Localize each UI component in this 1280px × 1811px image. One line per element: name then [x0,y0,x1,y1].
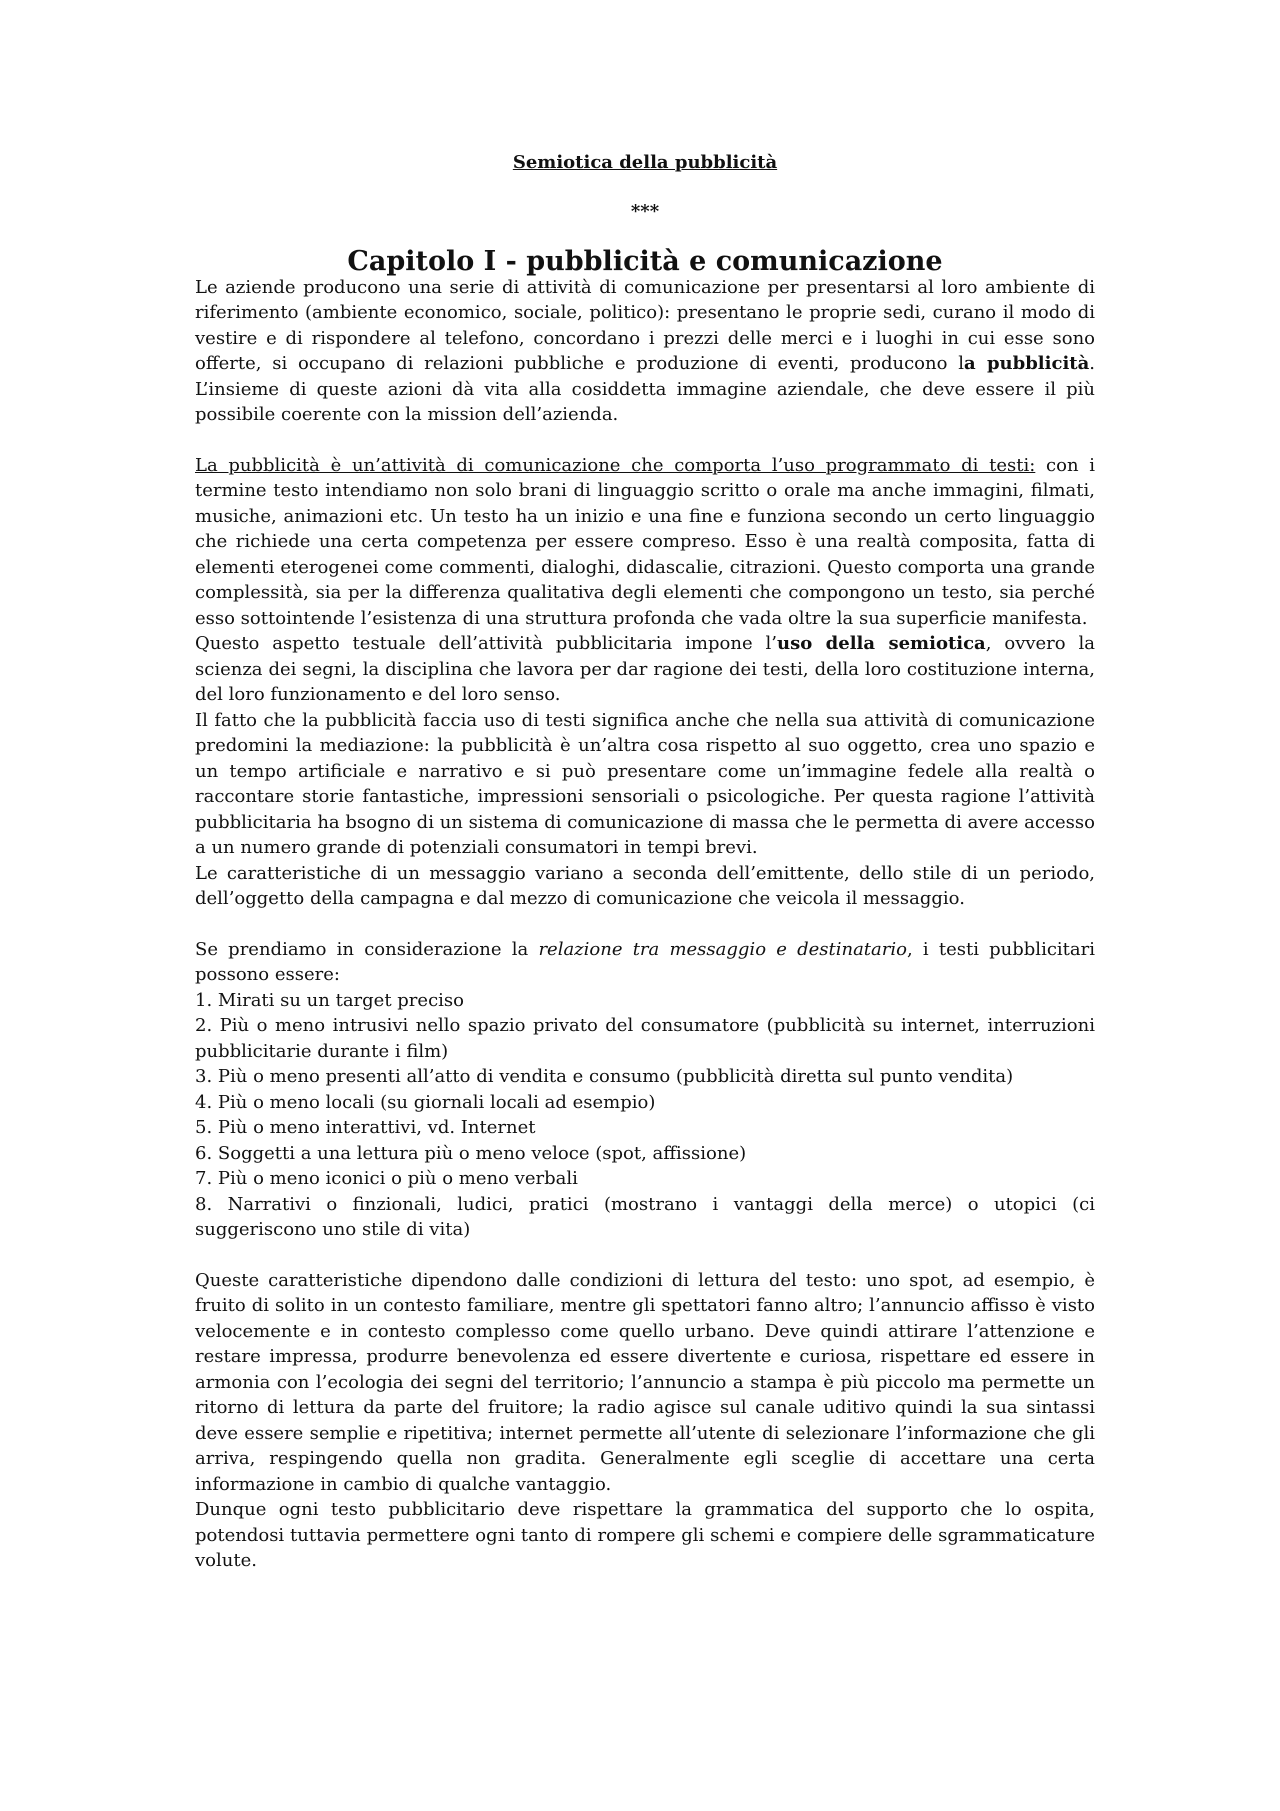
list-item: 8. Narrativi o finzionali, ludici, pratici (mostrano i vantaggi della merce) o utopici (ci suggeriscono uno stile di vita) [195,1193,1095,1240]
paragraph-gap [195,1243,1095,1268]
list-item: 2. Più o meno intrusivi nello spazio privato del consumatore (pubblicità su internet, interruzioni pubblicitarie durante i film) [195,1015,1095,1062]
paragraph-gap [195,428,1095,453]
underlined-text: La pubblicità è un’attività di comunicazione che comporta l’uso programmato di testi: [195,454,1036,476]
list-item: 5. Più o meno interattivi, vd. Internet [195,1117,536,1138]
paragraph-gap [195,912,1095,937]
paragraph-text: con i termine testo intendiamo non solo brani di linguaggio scritto o orale ma anche immagini, filmati, musiche, animazioni etc. Un testo ha un inizio e una fine e funziona secondo un certo linguaggio che richiede una certa competenza per essere compreso. Esso è una realtà composita, fatta di elementi eterogenei come commenti, dialoghi, didascalie, citrazioni. Questo comporta una grande complessità, sia per la differenza qualitativa degli elementi che compongono un testo, sia perché esso sottointende l’esistenza di una struttura profonda che vada oltre la sua superficie manifesta. [195,454,1095,629]
list-item: 4. Più o meno locali (su giornali locali ad esempio) [195,1091,656,1113]
bold-text: a pubblicità [963,353,1090,374]
feature-list [195,988,1095,1243]
paragraph-text: Questo aspetto testuale dell’attività pubblicitaria impone l’ [195,633,777,654]
paragraph-message-features: Le caratteristiche di un messaggio variano a seconda dell’emittente, dello stile di un periodo, dell’oggetto della campagna e dal mezzo di comunicazione che veicola il messaggio. [195,862,1095,909]
paragraph-text: , i testi pubblicitari possono essere: [195,938,1095,985]
list-item: 7. Più o meno iconici o più o meno verbali [195,1168,578,1189]
paragraph-mediation: Il fatto che la pubblicità faccia uso di testi significa anche che nella sua attività di comunicazione predomini la mediazione: la pubblicità è un’altra cosa rispetto al suo oggetto, crea uno spazio e un tempo artificiale e narrativo e si può presentare come un’immagine fedele alla realtà o raccontare storie fantastiche, impressioni sensoriali o psicologiche. Per questa ragione l’attività pubblicitaria ha bsogno di un sistema di comunicazione di massa che le permetta di avere accesso a un numero grande di potenziali consumatori in tempi brevi. [195,709,1095,858]
list-item: 6. Soggetti a una lettura più o meno veloce (spot, affissione) [195,1142,747,1164]
document-title: Semiotica della pubblicità [512,152,778,173]
paragraph-relation [195,937,1095,988]
paragraph-reading-conditions: Queste caratteristiche dipendono dalle condizioni di lettura del testo: uno spot, ad esempio, è fruito di solito in un contesto familiare, mentre gli spettatori fanno altro; l’annuncio affisso è visto velocemente e in contesto complesso come quello urbano. Deve quindi attirare l’attenzione e restare impressa, produrre benevolenza ed essere divertente e curiosa, rispettare ed essere in armonia con l’ecologia dei segni del territorio; l’annuncio a stampa è più piccolo ma permette un ritorno di lettura da parte del fruitore; la radio agisce sul canale uditivo quindi la sua sintassi deve essere semplie e ripetitiva; internet permette all’utente di selezionare l’informazione che gli arriva, respingendo quella non gradita. Generalmente egli sceglie di accettare una certa informazione in cambio di qualche vantaggio. [195,1269,1095,1495]
chapter-title: Capitolo I - pubblicità e comunicazione [347,246,943,277]
list-item: 3. Più o meno presenti all’atto di vendita e consumo (pubblicità diretta sul punto vendita) [195,1066,1014,1087]
bold-text: uso della semiotica [776,633,986,654]
italic-text: relazione tra messaggio e destinatario [538,938,907,960]
paragraph-definition [195,453,1095,632]
section-separator: *** [630,200,660,222]
paragraph-text: Se prendiamo in considerazione la [195,938,539,960]
paragraph-text: , ovvero la scienza dei segni, la disciplina che lavora per dar ragione dei testi, della loro costituzione interna, del loro funzionamento e del loro senso. [195,633,1096,705]
paragraph-text: Le aziende producono una serie di attività di comunicazione per presentarsi al loro ambiente di riferimento (ambiente economico, sociale, politico): presentano le proprie sedi, curano il modo di vestire e di rispondere al telefono, concordano i prezzi delle merci e i luoghi in cui esse sono offerte, si occupano di relazioni pubbliche e produzione di eventi, producono l [195,276,1095,374]
paragraph-semiotics [195,631,1095,708]
paragraph-conclusion: Dunque ogni testo pubblicitario deve rispettare la grammatica del supporto che lo ospita, potendosi tuttavia permettere ogni tanto di rompere gli schemi e compiere delle sgrammaticature volute. [195,1499,1095,1571]
document-page [195,150,1095,1574]
paragraph-text: . L’insieme di queste azioni dà vita alla cosiddetta immagine aziendale, che deve essere il più possibile coerente con la mission dell’azienda. [195,353,1095,425]
paragraph-intro [195,275,1095,428]
list-item: 1. Mirati su un target preciso [195,989,464,1011]
